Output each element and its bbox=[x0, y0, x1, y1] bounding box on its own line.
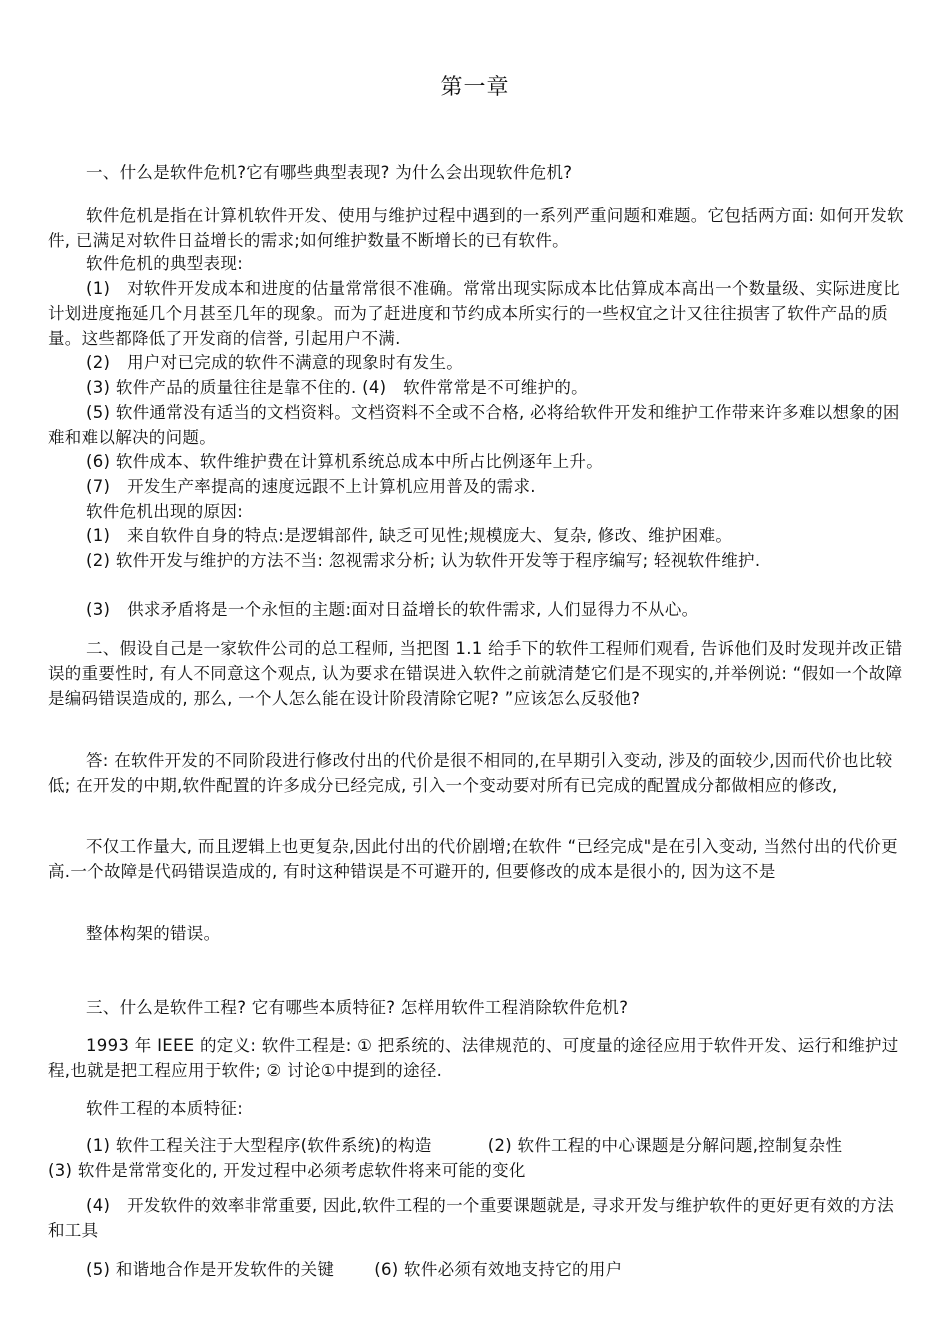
q3-heading: 三、什么是软件工程? 它有哪些本质特征? 怎样用软件工程消除软件危机? bbox=[86, 998, 629, 1017]
q1-cause-1: (1) 来自软件自身的特点:是逻辑部件, 缺乏可见性;规模庞大、复杂, 修改、维护困难。 bbox=[86, 526, 733, 545]
q3-feature-2: (2) 软件工程的中心课题是分解问题,控制复杂性 bbox=[487, 1136, 843, 1155]
q3-features-heading: 软件工程的本质特征: bbox=[86, 1099, 244, 1118]
chapter-title: 第一章 bbox=[440, 75, 510, 100]
q3-features-1-3 bbox=[48, 1133, 904, 1183]
q1-symptom-3-4: (3) 软件产品的质量往往是靠不住的. (4) 软件常常是不可维护的。 bbox=[86, 378, 588, 397]
q1-symptom-2: (2) 用户对已完成的软件不满意的现象时有发生。 bbox=[86, 353, 464, 372]
q3-features-5-6 bbox=[48, 1257, 904, 1282]
q2-answer-part3: 整体构架的错误。 bbox=[86, 924, 221, 943]
q3-feature-6: (6) 软件必须有效地支持它的用户 bbox=[374, 1260, 623, 1279]
q3-feature-5: (5) 和谐地合作是开发软件的关键 bbox=[86, 1260, 335, 1279]
q2-answer-part1: 答: 在软件开发的不同阶段进行修改付出的代价是很不相同的,在早期引入变动, 涉及的面较少,因而代价也比较低; 在开发的中期,软件配置的许多成分已经完成, 引入一个变动要对所有已完成的配置成分都做相应的修改, bbox=[48, 751, 893, 795]
q3-feature-4: (4) 开发软件的效率非常重要, 因此,软件工程的一个重要课题就是, 寻求开发与维护软件的更好更有效的方法和工具 bbox=[48, 1196, 894, 1240]
q3-feature-1: (1) 软件工程关注于大型程序(软件系统)的构造 bbox=[86, 1136, 432, 1155]
q1-symptom-6: (6) 软件成本、软件维护费在计算机系统总成本中所占比例逐年上升。 bbox=[86, 452, 604, 471]
q3-definition: 1993 年 IEEE 的定义: 软件工程是: ① 把系统的、法律规范的、可度量的途径应用于软件开发、运行和维护过程,也就是把工程应用于软件; ② 讨论①中提到的途径. bbox=[48, 1036, 899, 1080]
q1-symptom-1: (1) 对软件开发成本和进度的估量常常很不准确。常常出现实际成本比估算成本高出一个数量级、实际进度比计划进度拖延几个月甚至几年的现象。而为了赶进度和节约成本所实行的一些权宜之计又往往损害了软件产品的质量。这些都降低了开发商的信誉, 引起用户不满. bbox=[48, 279, 900, 348]
q1-symptoms-heading: 软件危机的典型表现: bbox=[86, 254, 244, 273]
q1-definition: 软件危机是指在计算机软件开发、使用与维护过程中遇到的一系列严重问题和难题。它包括两方面: 如何开发软件, 已满足对软件日益增长的需求;如何维护数量不断增长的已有软件。 bbox=[48, 206, 904, 250]
q1-symptom-5: (5) 软件通常没有适当的文档资料。文档资料不全或不合格, 必将给软件开发和维护工作带来许多难以想象的困难和难以解决的问题。 bbox=[48, 403, 900, 447]
q2-answer-part2: 不仅工作量大, 而且逻辑上也更复杂,因此付出的代价剧增;在软件 “已经完成"是在引入变动, 当然付出的代价更高.一个故障是代码错误造成的, 有时这种错误是不可避开的, 但要修改的成本是很小的, 因为这不是 bbox=[48, 837, 898, 881]
q2-heading: 二、假设自己是一家软件公司的总工程师, 当把图 1.1 给手下的软件工程师们观看, 告诉他们及时发现并改正错误的重要性时, 有人不同意这个观点, 认为要求在错误进入软件之前就清楚它们是不现实的,并举例说: “假如一个故障是编码错误造成的, 那么, 一个人怎么能在设计阶段清除它呢? ”应该怎么反驳他? bbox=[48, 639, 903, 708]
q1-cause-2: (2) 软件开发与维护的方法不当: 忽视需求分析; 认为软件开发等于程序编写; 轻视软件维护. bbox=[86, 551, 761, 570]
q1-heading: 一、什么是软件危机?它有哪些典型表现? 为什么会出现软件危机? bbox=[86, 163, 573, 182]
q1-symptom-7: (7) 开发生产率提高的速度远跟不上计算机应用普及的需求. bbox=[86, 477, 536, 496]
q1-cause-3: (3) 供求矛盾将是一个永恒的主题:面对日益增长的软件需求, 人们显得力不从心。 bbox=[86, 600, 699, 619]
q3-feature-3: (3) 软件是常常变化的, 开发过程中必须考虑软件将来可能的变化 bbox=[48, 1161, 526, 1180]
q1-causes-heading: 软件危机出现的原因: bbox=[86, 502, 244, 521]
